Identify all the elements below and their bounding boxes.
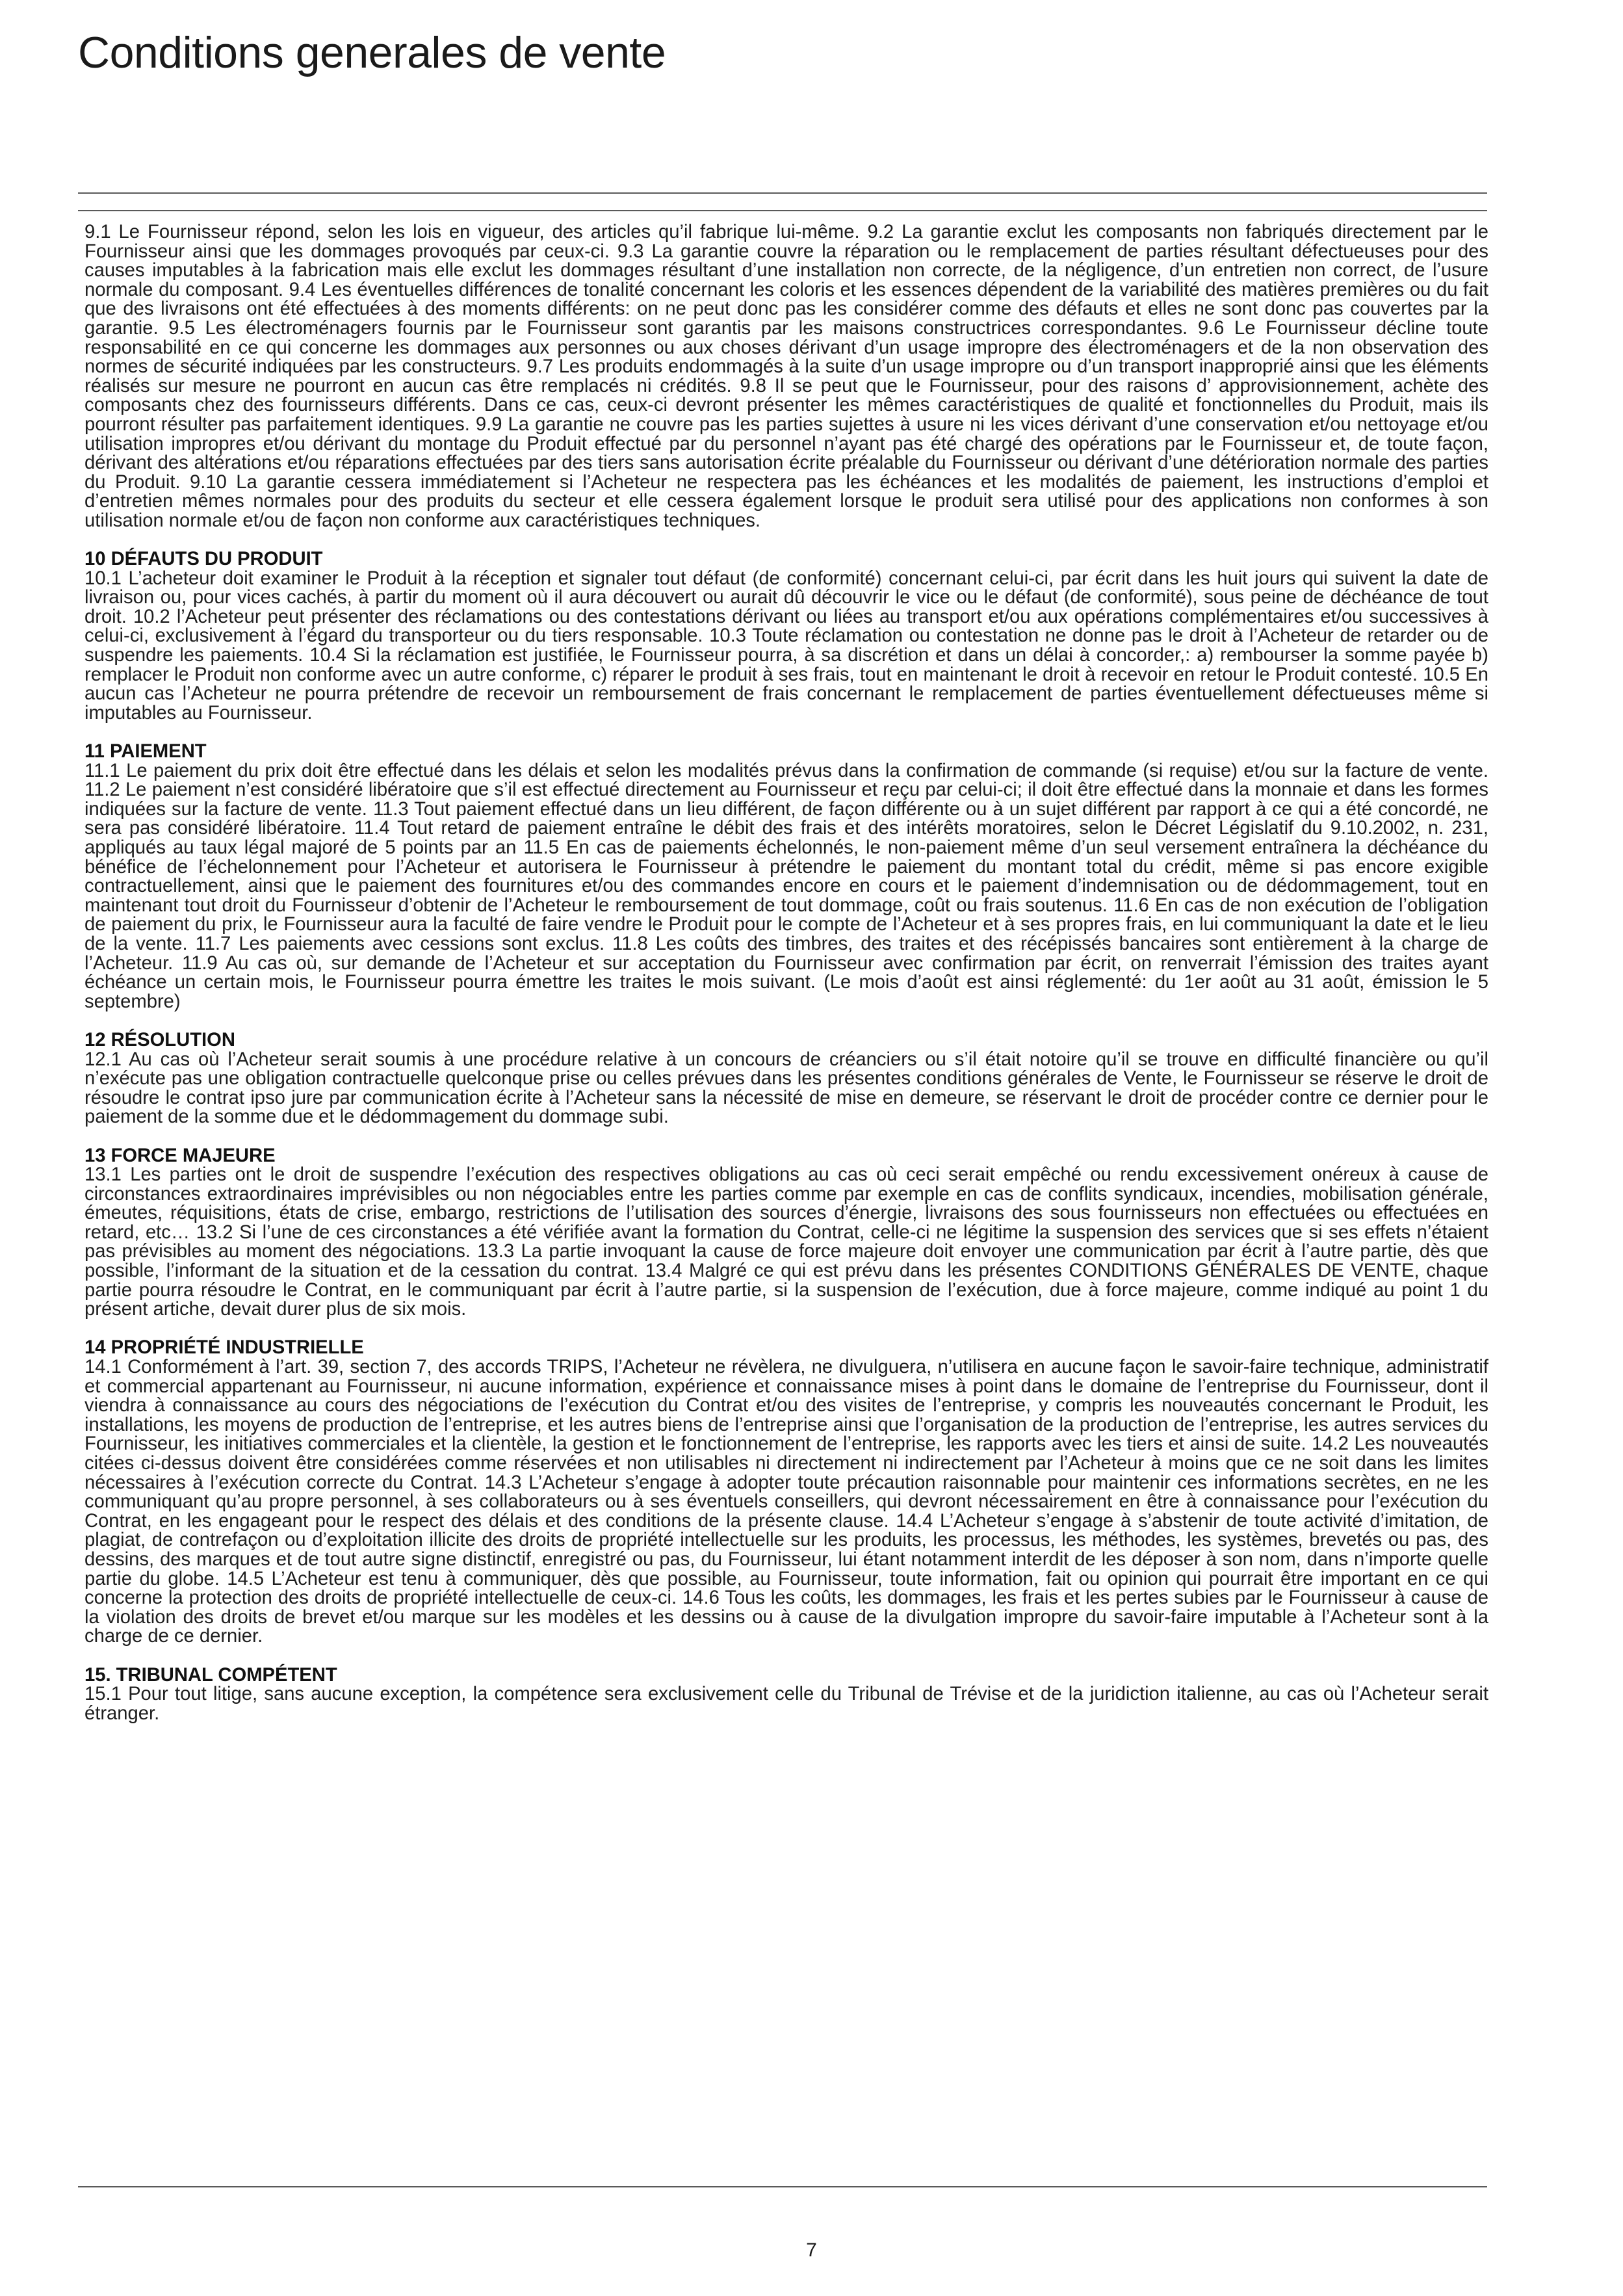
- section-9-warranty: [84, 223, 1488, 531]
- section-15-competent-court: [84, 1666, 1488, 1724]
- section-body: 13.1 Les parties ont le droit de suspendre l’exécution des respectives obligations au cas où ceci serait empêché ou rendu excessivement onéreux à cause de circonstances extraordinaires imprévisibles ou non négociables entre les parties comme par exemple en cas de conflits syndicaux, incendies, mobilisation générale, émeutes, réquisitions, états de crise, embargo, restrictions de l’utilisation des sources d’énergie, livraisons des sous fournisseurs non effectuées ou effectuées en retard, etc… 13.2 Si l’une de ces circonstances a été vérifiée avant la formation du Contrat, celle-ci ne légitime la suspension des services que si ses effets n’étaient pas prévisibles au moment des négociations. 13.3 La partie invoquant la cause de force majeure doit envoyer une communication par écrit à l’autre partie, dès que possible, l’informant de la situation et de la cessation du contrat. 13.4 Malgré ce qui est prévu dans les présentes CONDITIONS GÉNÉRALES DE VENTE, chaque partie pourra résoudre le Contrat, en le communiquant par écrit à l’autre partie, si la suspension de l’exécution, due à force majeure, comme indiqué au point 1 du présent artiche, devait durer plus de six mois.: [84, 1164, 1488, 1320]
- header-divider-bottom: [78, 210, 1487, 211]
- section-13-force-majeure: [84, 1147, 1488, 1320]
- section-body: 10.1 L’acheteur doit examiner le Produit à la réception et signaler tout défaut (de conformité) concernant celui-ci, par écrit dans les huit jours qui suivent la date de livraison ou, pour vices cachés, à partir du moment où il aura découvert ou aurait dû découvrir le vice ou le défaut (de conformité), sous peine de déchéance de tout droit. 10.2 l’Acheteur peut présenter des réclamations ou des contestations dérivant ou liées au transport et/ou aux opérations complémentaires et/ou successives à celui-ci, exclusivement à l’égard du transporteur ou du tiers responsable. 10.3 Toute réclamation ou contestation ne donne pas le droit à l’Acheteur de retarder ou de suspendre les paiements. 10.4 Si la réclamation est justifiée, le Fournisseur pourra, à sa discrétion et dans un délai à concorder,: a) rembourser la somme payée b) remplacer le Produit non conforme avec un autre conforme, c) réparer le produit à ses frais, tout en maintenant le droit à recevoir en retour le Produit contesté. 10.5 En aucun cas l’Acheteur ne pourra prétendre de recevoir un remboursement de frais concernant le remplacement de parties éventuellement défectueuses même si imputables au Fournisseur.: [84, 567, 1488, 724]
- section-body: 9.1 Le Fournisseur répond, selon les lois en vigueur, des articles qu’il fabrique lui-même. 9.2 La garantie exclut les composants non fabriqués directement par le Fournisseur ainsi que les dommages provoqués par ceux-ci. 9.3 La garantie couvre la réparation ou le remplacement de parties résultant défectueuses pour des causes imputables à la fabrication mais elle exclut les dommages résultant d’une installation non correcte, de la négligence, d’un entretien non correct, de l’usure normale du composant. 9.4 Les éventuelles différences de tonalité concernant les coloris et les essences dépendent de la variabilité des matières premières ou du fait que des livraisons ont été effectuées à des moments différents: on ne peut donc pas les considérer comme des défauts et elles ne sont donc pas couvertes par la garantie. 9.5 Les électroménagers fournis par le Fournisseur sont garantis par les maisons constructrices correspondantes. 9.6 Le Fournisseur décline toute responsabilité en ce qui concerne les dommages aux personnes ou aux choses dérivant d’un usage impropre des électroménagers et de la non observation des normes de sécurité indiquées par les constructeurs. 9.7 Les produits endommagés à la suite d’un usage impropre ou d’un transport inapproprié ainsi que les éléments réalisés sur mesure ne pourront en aucun cas être remplacés ni crédités. 9.8 Il se peut que le Fournisseur, pour des raisons d’ approvisionnement, achète des composants chez des fournisseurs différents. Dans ce cas, ceux-ci devront présenter les mêmes caractéristiques de qualité et fonctionnelles du Produit, mais ils pourront résulter pas parfaitement identiques. 9.9 La garantie ne couvre pas les parties sujettes à usure ni les vices dérivant d’une conservation et/ou nettoyage et/ou utilisation impropres et/ou dérivant du montage du Produit effectué par du personnel n’ayant pas été chargé des opérations par le Fournisseur et, de toute façon, dérivant des altérations et/ou réparations effectuées par des tiers sans autorisation écrite préalable du Fournisseur ou dérivant d’une détérioration normale des parties du Produit. 9.10 La garantie cessera immédiatement si l’Acheteur ne respectera pas les échéances et les modalités de paiement, les instructions d’emploi et d’entretien mêmes normales pour des produits du secteur et elle cessera également lorsque le produit sera utilisé pour des applications non conformes à son utilisation normale et/ou de façon non conforme aux caractéristiques techniques.: [84, 222, 1488, 531]
- page-number: 7: [806, 2239, 817, 2261]
- section-heading: 12 RÉSOLUTION: [84, 1029, 235, 1050]
- section-12-resolution: [84, 1031, 1488, 1127]
- section-body: 14.1 Conformément à l’art. 39, section 7, des accords TRIPS, l’Acheteur ne révèlera, ne divulguera, n’utilisera en aucune façon le savoir-faire technique, administratif et commercial appartenant au Fournisseur, ni aucune information, expérience et connaissance mises à point dans le domaine de l’entreprise du Fournisseur, dont il viendra à connaissance au cours des négociations de l’exécution du Contrat et/ou des visites de l’entreprise, y compris les nouveautés concernant le Produit, les installations, les moyens de production de l’entreprise, et les autres biens de l’entreprise ainsi que l’organisation de la production de l’entreprise, les autres services du Fournisseur, les initiatives commerciales et la clientèle, la gestion et le fonctionnement de l’entreprise, les rapports avec les tiers et ainsi de suite. 14.2 Les nouveautés citées ci-dessus doivent être considérées comme réservées et non utilisables ni directement ni indirectement par l’Acheteur à moins que ce ne soit dans les limites nécessaires à l’exécution correcte du Contrat. 14.3 L’Acheteur s’engage à adopter toute précaution raisonnable pour maintenir ces informations secrètes, en ne les communiquant qu’au propre personnel, à ses collaborateurs ou à ses éventuels conseillers, qui devront nécessairement en être à connaissance pour l’exécution du Contrat, en les engageant pour le respect des délais et des conditions de la présente clause. 14.4 L’Acheteur s’engage à s’abstenir de toute activité d’imitation, de plagiat, de contrefaçon ou d’exploitation illicite des droits de propriété intellectuelle sur les produits, les processus, les méthodes, les systèmes, brevetés ou pas, des dessins, des marques et de tout autre signe distinctif, enregistré ou pas, du Fournisseur, lui étant notamment interdit de les déposer à son nom, dans n’importe quelle partie du globe. 14.5 L’Acheteur est tenu à communiquer, dès que possible, au Fournisseur, toute information, fait ou opinion qui pourrait être important en ce qui concerne la protection des droits de propriété intellectuelle de ceux-ci. 14.6 Tous les coûts, les dommages, les frais et les pertes subies par le Fournisseur à cause de la violation des droits de brevet et/ou marque sur les modèles et les dessins ou à cause de la divulgation impropre du savoir-faire imputable à l’Acheteur sont à la charge de ce dernier.: [84, 1357, 1488, 1647]
- section-body: 15.1 Pour tout litige, sans aucune exception, la compétence sera exclusivement celle du Tribunal de Trévise et de la juridiction italienne, au cas où l’Acheteur serait étranger.: [84, 1684, 1488, 1724]
- footer-divider: [78, 2186, 1487, 2187]
- section-heading: 14 PROPRIÉTÉ INDUSTRIELLE: [84, 1337, 364, 1359]
- header-divider-top: [78, 192, 1487, 194]
- section-heading: 13 FORCE MAJEURE: [84, 1145, 276, 1166]
- section-10-product-defects: [84, 550, 1488, 723]
- section-11-payment: [84, 742, 1488, 1011]
- section-14-industrial-property: [84, 1338, 1488, 1647]
- section-heading: 10 DÉFAUTS DU PRODUIT: [84, 549, 323, 570]
- section-body: 11.1 Le paiement du prix doit être effectué dans les délais et selon les modalités prévus dans la confirmation de commande (si requise) et/ou sur la facture de vente. 11.2 Le paiement n’est considéré libératoire que s’il est effectué directement au Fournisseur et reçu par celui-ci; il doit être effectué dans la monnaie et dans les formes indiquées sur la facture de vente. 11.3 Tout paiement effectué dans un lieu différent, de façon différente ou à un sujet différent par rapport à ce qui a été concordé, ne sera pas considéré libératoire. 11.4 Tout retard de paiement entraîne le débit des frais et des intérêts moratoires, selon le Décret Législatif du 9.10.2002, n. 231, appliqués au taux légal majoré de 5 points par an 11.5 En cas de paiements échelonnés, le non-paiement même d’un seul versement entraînera la déchéance du bénéfice de l’échelonnement pour l’Acheteur et autorisera le Fournisseur à prétendre le paiement du montant total du crédit, même si pas encore exigible contractuellement, ainsi que le paiement des fournitures et/ou des commandes encore en cours et le paiement d’indemnisation ou de dédommagement, tout en maintenant tout droit du Fournisseur d’obtenir de l’Acheteur le remboursement de tout dommage, coût ou frais soutenus. 11.6 En cas de non exécution de l’obligation de paiement du prix, le Fournisseur aura la faculté de faire vendre le Produit pour le compte de l’Acheteur et à ses propres frais, en lui communiquant la date et le lieu de la vente. 11.7 Les paiements avec cessions sont exclus. 11.8 Les coûts des timbres, des traites et des récépissés bancaires sont entièrement à la charge de l’Acheteur. 11.9 Au cas où, sur demande de l’Acheteur et sur acceptation du Fournisseur avec confirmation par écrit, on renverrait l’émission des traites ayant échéance un certain mois, le Fournisseur pourra émettre les traites le mois suivant. (Le mois d’août est ainsi réglementé: du 1er août au 31 août, émission le 5 septembre): [84, 760, 1488, 1012]
- section-heading: 11 PAIEMENT: [84, 741, 207, 763]
- page-title: Conditions generales de vente: [78, 28, 666, 77]
- section-body: 12.1 Au cas où l’Acheteur serait soumis à une procédure relative à un concours de créanciers ou s’il était notoire qu’il se trouve en difficulté financière ou qu’il n’exécute pas une obligation contractuelle quelconque prise ou celles prévues dans les présentes conditions générales de Vente, le Fournisseur se réserve le droit de résoudre le contrat ipso jure par communication écrite à l’Acheteur sans la nécessité de mise en demeure, se réservant le droit de procéder contre ce dernier pour le paiement de la somme due et le dédommagement du dommage subi.: [84, 1049, 1488, 1128]
- section-heading: 15. TRIBUNAL COMPÉTENT: [84, 1664, 337, 1686]
- document-body: [84, 223, 1488, 1743]
